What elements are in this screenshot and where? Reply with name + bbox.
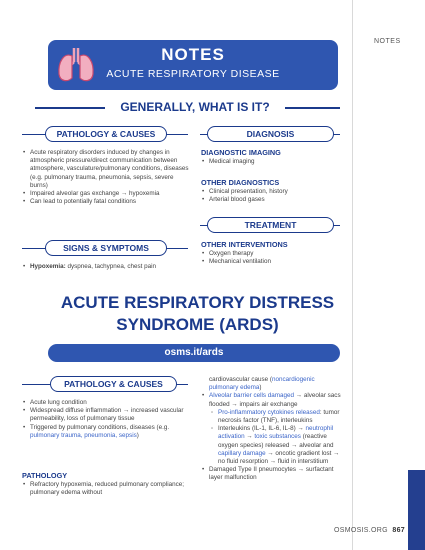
list-item: • Triggered by pulmonary conditions, diseases (e.g. pulmonary trauma, pneumonia, sepsis) (30, 424, 190, 440)
sub-list-item: ◦ Interleukins (IL-1, IL-6, IL-8) → neutrophil activation → toxic substances (reactive oxygen species) released → alveolar and capillary damage → oncotic gradient lost → no fluid resorption → fluid in interstitium (218, 425, 343, 466)
list-item: • Impaired alveolar gas exchange → hypoxemia (30, 190, 190, 198)
imaging-list (201, 158, 341, 166)
margin-divider (352, 0, 353, 550)
list-item: • Can lead to potentially fatal conditions (30, 198, 190, 206)
ards-link[interactable]: osms.it/ards (48, 344, 340, 362)
inline-link[interactable]: Pro-inflammatory cytokines released (218, 408, 320, 416)
section-rule-right (285, 107, 340, 109)
inline-link[interactable]: neutrophil activation (218, 425, 334, 441)
inline-link[interactable]: toxic substances (254, 433, 301, 441)
list-item: • Arterial blood gases (209, 196, 341, 204)
list-item: • Alveolar barrier cells damaged → alveolar sacs flooded → impairs air exchange ◦ Pro-inflammatory cytokines released: tumor necrosis factor (TNF), interleukins ◦ Interleukins (IL-1, IL-6, IL-8) → neutrophil activation → toxic substances (reactive oxygen species) released → alveolar and capillary damage → oncotic gradient lost → no fluid resorption → fluid in interstitium (209, 392, 343, 466)
pathology-causes-header: PATHOLOGY & CAUSES (45, 126, 167, 142)
treatment-list (201, 250, 341, 266)
section-rule-left (35, 107, 105, 109)
chapter-tab (408, 470, 425, 550)
list-item: • Clinical presentation, history (209, 188, 341, 196)
notes-margin-label: NOTES (374, 38, 401, 45)
ards-pathology-causes-header: PATHOLOGY & CAUSES (50, 376, 177, 392)
list-item: • Refractory hypoxemia, reduced pulmonary compliance; pulmonary edema without (30, 481, 190, 497)
list-item: • Acute lung condition (30, 399, 190, 407)
list-item: • Oxygen therapy (209, 250, 341, 258)
treatment-header: TREATMENT (207, 217, 334, 233)
pathology-causes-list (22, 149, 190, 206)
inline-link[interactable]: Alveolar barrier cells damaged (209, 392, 295, 400)
sub-list-item: ◦ Pro-inflammatory cytokines released: tumor necrosis factor (TNF), interleukins (218, 409, 343, 425)
pathology-heading: PATHOLOGY (22, 471, 68, 480)
list-item: • Acute respiratory disorders induced by changes in atmospheric pressure/direct communication between atmosphere, vasculature/pulmonary conditions, diseases (e.g. pulmonary trauma, pneumonia, sepsis, severe burns) (30, 149, 190, 190)
signs-symptoms-header: SIGNS & SYMPTOMS (45, 240, 167, 256)
ards-right-column (201, 376, 343, 483)
page-footer (334, 527, 405, 534)
ards-title-line1: ACUTE RESPIRATORY DISTRESS (60, 293, 335, 312)
term: Hypoxemia: (30, 263, 66, 270)
list-item: • Medical imaging (209, 158, 341, 166)
inline-link[interactable]: pulmonary trauma, pneumonia, sepsis (30, 431, 137, 439)
continued-text: cardiovascular cause (noncardiogenic pulmonary edema) (209, 376, 315, 392)
list-item: • Mechanical ventilation (209, 258, 341, 266)
other-interventions-heading: OTHER INTERVENTIONS (201, 240, 288, 249)
page-number: 867 (392, 527, 405, 534)
signs-list (22, 263, 190, 271)
list-item: • Hypoxemia: dyspnea, tachypnea, chest pain (30, 263, 190, 271)
ards-title-line2: SYNDROME (ARDS) (116, 315, 279, 334)
footer-site: OSMOSIS.ORG (334, 527, 388, 534)
pathology-list (22, 481, 190, 497)
ards-left-list (22, 399, 190, 440)
diagnostic-imaging-heading: DIAGNOSTIC IMAGING (201, 148, 281, 157)
other-diagnostics-list (201, 188, 341, 204)
list-item: • Widespread diffuse inflammation → increased vascular permeability, loss of pulmonary tissue (30, 407, 190, 423)
diagnosis-header: DIAGNOSIS (207, 126, 334, 142)
inline-link[interactable]: noncardiogenic pulmonary edema (209, 376, 315, 392)
banner-subtitle: ACUTE RESPIRATORY DISEASE (106, 68, 280, 80)
inline-link[interactable]: capillary damage (218, 449, 266, 457)
other-diagnostics-heading: OTHER DIAGNOSTICS (201, 178, 280, 187)
list-item: • Damaged Type II pneumocytes → surfactant layer malfunction (209, 466, 343, 482)
banner-title: NOTES (161, 45, 225, 64)
section-heading: GENERALLY, WHAT IS IT? (120, 100, 270, 114)
